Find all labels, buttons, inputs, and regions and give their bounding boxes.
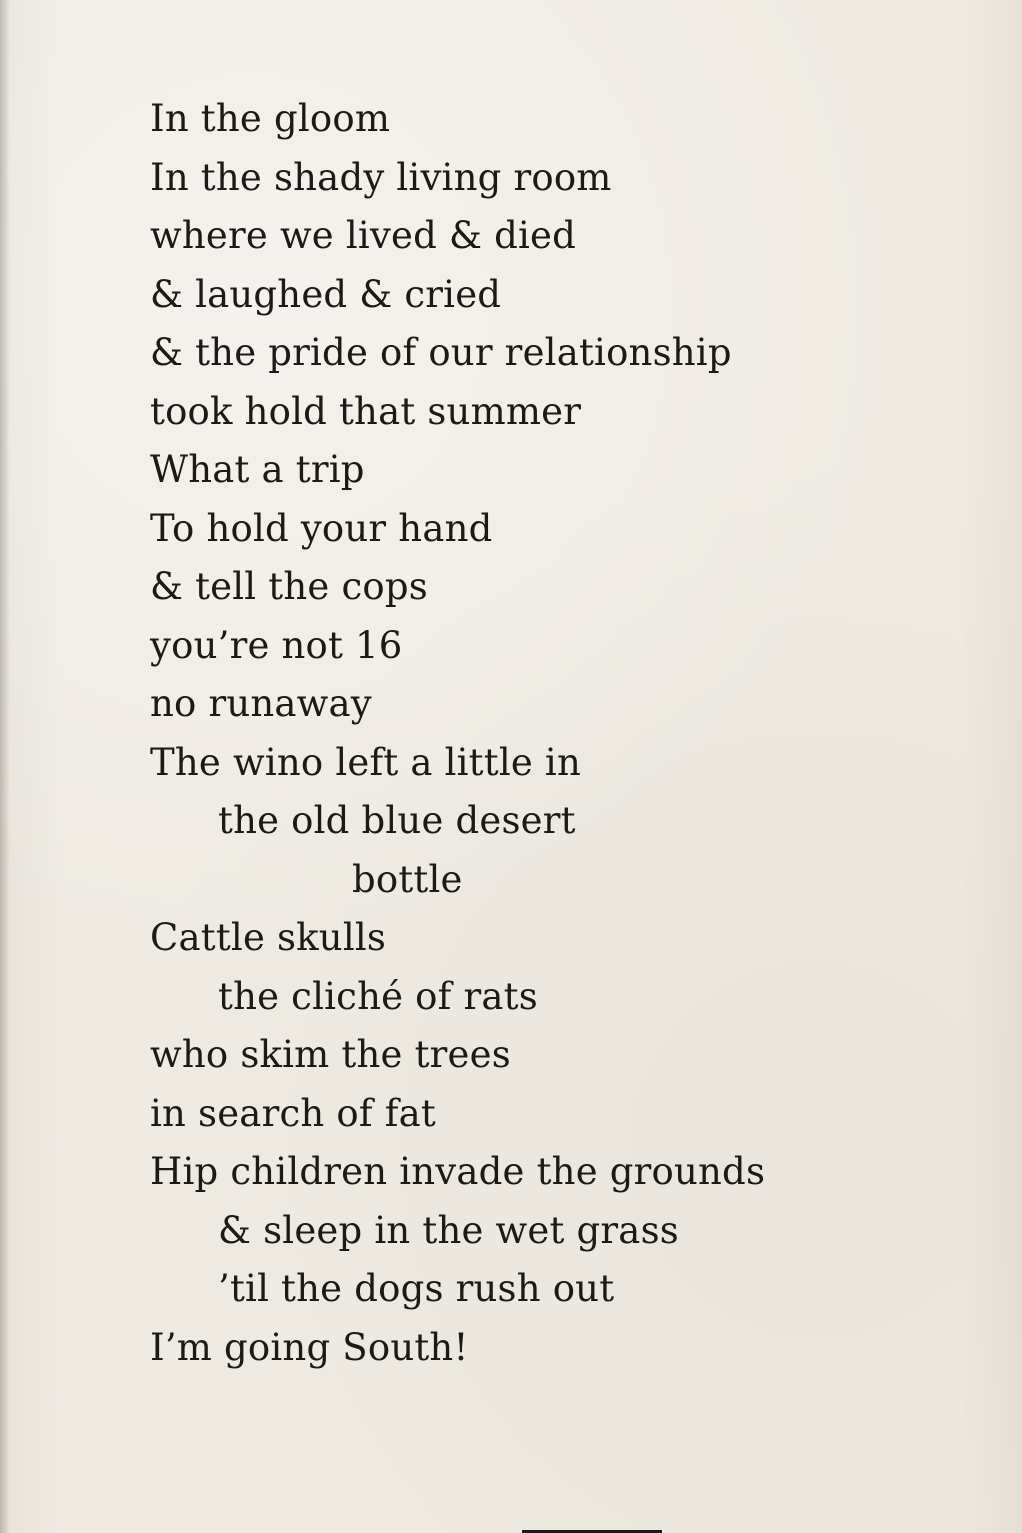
poem-line-15: Cattle skulls xyxy=(150,916,387,959)
poem-line-14: bottle xyxy=(352,857,463,901)
poem-line-10: you’re not 16 xyxy=(150,623,403,667)
poem-line-9: & tell the cops xyxy=(150,565,428,608)
poem-line-11: no runaway xyxy=(150,682,372,725)
page-gutter-shadow xyxy=(0,0,10,1533)
poem-line-21: ’til the dogs rush out xyxy=(218,1267,615,1310)
poem-line-13: the old blue desert xyxy=(218,799,576,842)
poem-line-3: where we lived & died xyxy=(150,214,576,257)
poem-line-12: The wino left a little in xyxy=(150,740,581,784)
poem-line-20: & sleep in the wet grass xyxy=(218,1208,679,1252)
poem-line-5: & the pride of our relationship xyxy=(150,331,732,374)
poem-line-18: in search of fat xyxy=(150,1091,436,1135)
poem-line-4: & laughed & cried xyxy=(150,272,502,316)
poem-line-17: who skim the trees xyxy=(150,1033,511,1076)
poem-text xyxy=(150,90,910,1377)
poem-line-22: I’m going South! xyxy=(150,1325,469,1369)
poem-line-16: the cliché of rats xyxy=(218,974,538,1018)
poem-line-1: In the gloom xyxy=(150,97,391,140)
poem-line-19: Hip children invade the grounds xyxy=(150,1150,766,1193)
poem-line-8: To hold your hand xyxy=(150,506,493,550)
poem-line-2: In the shady living room xyxy=(150,155,612,199)
poem-line-7: What a trip xyxy=(150,448,365,491)
poem-line-6: took hold that summer xyxy=(150,389,582,433)
